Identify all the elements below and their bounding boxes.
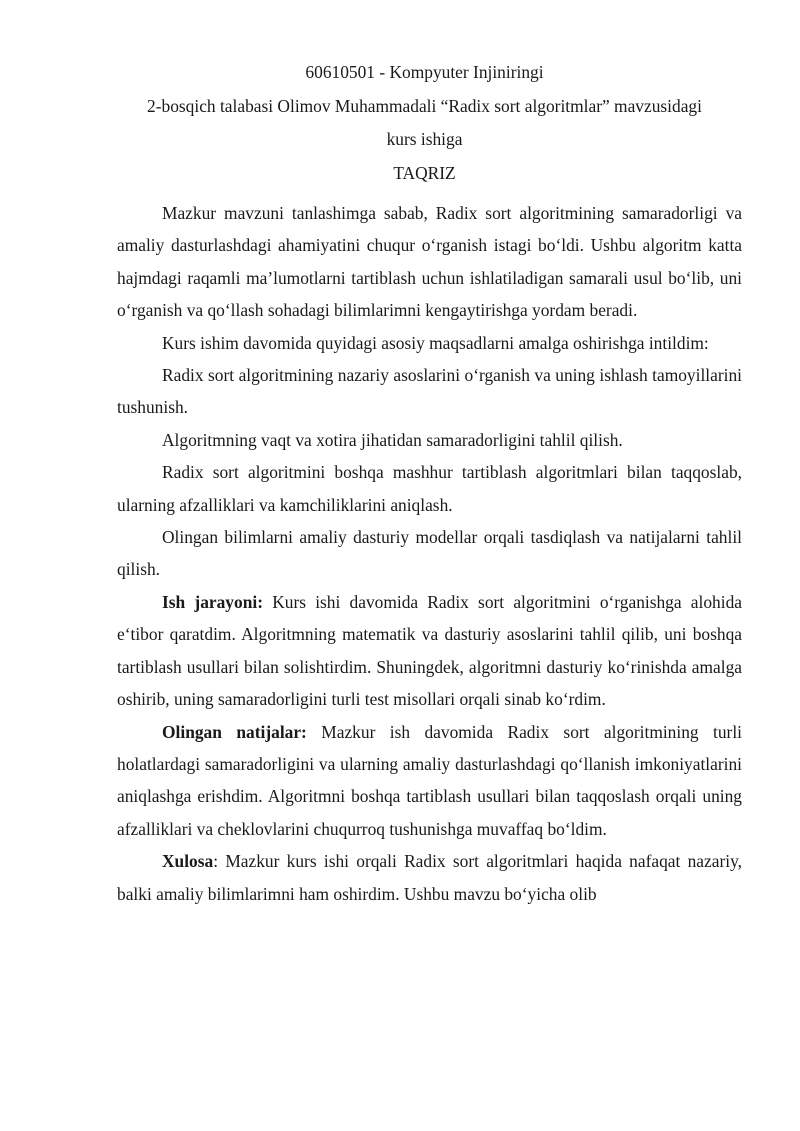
paragraph-work-process — [117, 586, 742, 716]
document-header — [107, 56, 742, 190]
paragraph-goal-1: Radix sort algoritmining nazariy asoslarini o‘rganish va uning ishlash tamoyillarini tushunish. — [117, 365, 742, 418]
document-title: TAQRIZ — [393, 162, 456, 183]
conclusion-label: Xulosa — [162, 851, 214, 872]
paragraph-goal-3: Radix sort algoritmini boshqa mashhur tartiblash algoritmlari bilan taqqoslab, ularning afzalliklari va kamchiliklarini aniqlash. — [117, 462, 742, 515]
paragraph-goal-4: Olingan bilimlarni amaliy dasturiy modellar orqali tasdiqlash va natijalarni tahlil qilish. — [117, 527, 742, 580]
paragraph-results — [117, 716, 742, 846]
program-code-line: 60610501 - Kompyuter Injiniringi — [305, 62, 544, 82]
paragraph-goals-intro: Kurs ishim davomida quyidagi asosiy maqsadlarni amalga oshirishga intildim: — [162, 332, 709, 353]
conclusion-text: : Mazkur kurs ishi orqali Radix sort algoritmlari haqida nafaqat nazariy, balki amaliy bilimlarimni ham oshirdim. Ushbu mavzu bo‘yicha olib — [117, 851, 742, 904]
paragraph-goal-2: Algoritmning vaqt va xotira jihatidan samaradorligini tahlil qilish. — [162, 429, 623, 450]
work-process-label: Ish jarayoni: — [162, 591, 263, 612]
course-work-line: kurs ishiga — [386, 129, 463, 149]
work-process-text: Kurs ishi davomida Radix sort algoritmini o‘rganishga alohida e‘tibor qaratdim. Algoritmning matematik va dasturiy asoslarini tahlil qilib, uni boshqa tartiblash usullari bilan solishtirdim. Shuningdek, algoritmni dasturiy ko‘rinishda amalga oshirib, uning samaradorligini turli test misollari orqali sinab ko‘rdim. — [117, 591, 742, 710]
paragraph-conclusion — [117, 845, 742, 910]
results-text: Mazkur ish davomida Radix sort algoritmining turli holatlardagi samaradorligini va ularning amaliy dasturlashdagi qo‘llanish imkoniyatlarini aniqlashga erishdim. Algoritmni boshqa tartiblash usullari bilan taqqoslash orqali uning afzalliklari va cheklovlarini chuqurroq tushunishga muvaffaq bo‘ldim. — [117, 721, 742, 839]
results-label: Olingan natijalar: — [162, 721, 307, 742]
student-line: 2-bosqich talabasi Olimov Muhammadali “Radix sort algoritmlar” mavzusidagi — [147, 95, 702, 116]
paragraph-intro: Mazkur mavzuni tanlashimga sabab, Radix sort algoritmining samaradorligi va amaliy dasturlashdagi ahamiyatini chuqur o‘rganish istagi bo‘ldi. Ushbu algoritm katta hajmdagi raqamli ma’lumotlarni tartiblash uchun ishlatiladigan samarali usul bo‘lib, uni o‘rganish va qo‘llash sohadagi bilimlarimni kengaytirishga yordam beradi. — [117, 203, 742, 321]
